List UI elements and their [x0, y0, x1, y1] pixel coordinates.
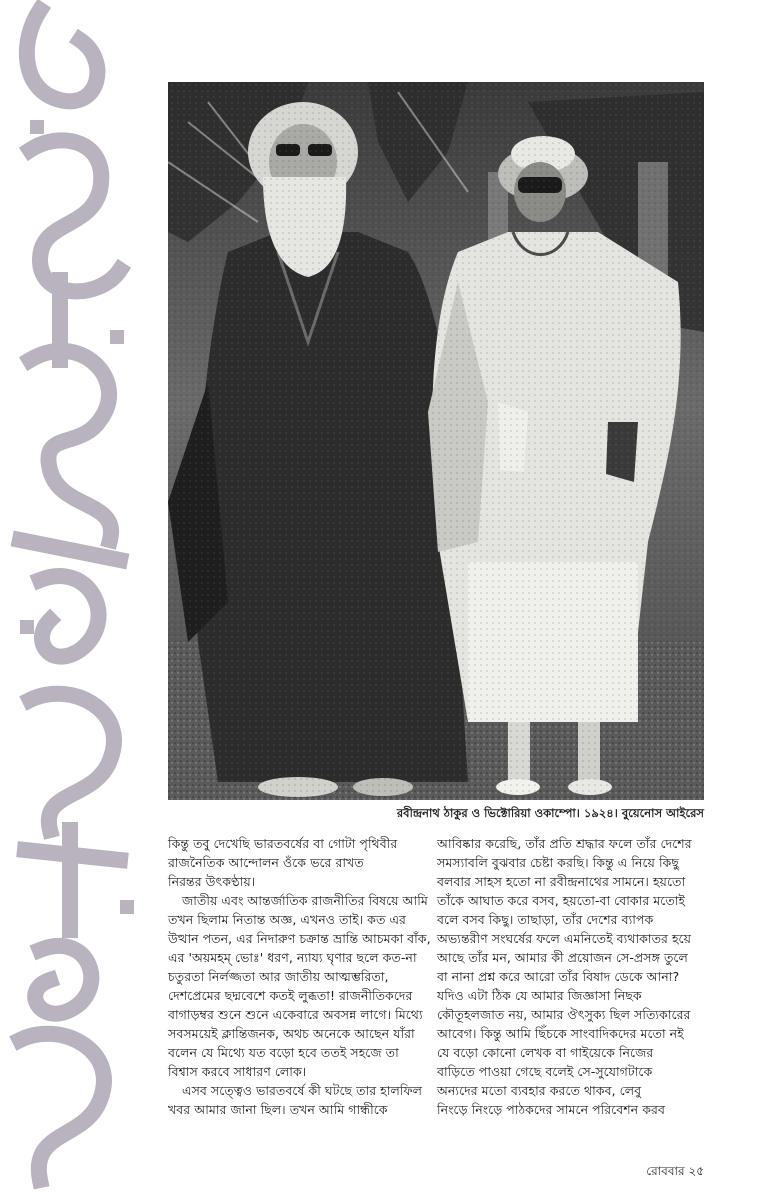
text-line: জাতীয় এবং আন্তর্জাতিক রাজনীতির বিষয়ে আমি	[182, 893, 428, 908]
text-line: কৌতূহলজাত নয়, আমার ঔৎসুক্য ছিল সত্যিকারের	[437, 1007, 691, 1022]
text-line: বলে বসব কিছু। তাছাড়া, তাঁর দেশের ব্যাপক	[437, 912, 654, 927]
text-line: বলেন যে মিথ্যে যত বড়ো হবে ততই সহজে তা	[168, 1045, 399, 1060]
text-line: বাগাড়ম্বর শুনে শুনে একেবারে অবসন্ন লাগে। মিথ্যে	[168, 1007, 423, 1022]
text-line: চতুরতা নির্লজ্জতা আর জাতীয় আত্মম্ভরিতা,	[168, 969, 389, 984]
text-line: খবর আমার জানা ছিল। তখন আমি গান্ধীকে	[168, 1102, 388, 1117]
text-column-left	[168, 834, 434, 1119]
text-line: সমস্যাবলি বুঝবার চেষ্টা করছি। কিন্তু এ নিয়ে কিছু	[437, 855, 679, 870]
text-line: আছে তাঁর মন, আমার কী প্রয়োজন সে-প্রসঙ্গ তুলে	[437, 950, 688, 965]
text-line: বিশ্বাস করবে সাধারণ লোক।	[168, 1064, 307, 1079]
photo-caption: রবীন্দ্রনাথ ঠাকুর ও ভিক্টোরিয়া ওকাম্পো। ১৯২৪। বুয়েনোস আইরেস	[396, 806, 704, 820]
text-line: যদিও এটা ঠিক যে আমার জিজ্ঞাসা নিছক	[437, 988, 642, 1003]
page-folio: রোববার ২৫	[646, 1164, 704, 1178]
text-column-right	[437, 834, 705, 1119]
text-line: আবিষ্কার করেছি, তাঁর প্রতি শ্রদ্ধার ফলে তাঁর দেশের	[437, 836, 692, 851]
text-line: দেশপ্রেমের ছদ্মবেশে কতই লুব্ধতা! রাজনীতিকদের	[168, 988, 413, 1003]
side-calligraphy-decoration	[0, 0, 160, 1197]
text-line: যে বড়ো কোনো লেখক বা গাইয়েকে নিজের	[437, 1045, 654, 1060]
text-line: নিংড়ে নিংড়ে পাঠকদের সামনে পরিবেশন করব	[437, 1102, 665, 1117]
text-line: বলবার সাহস হতো না রবীন্দ্রনাথের সামনে। হয়তো	[437, 874, 686, 889]
text-line: এসব সত্ত্বেও ভারতবর্ষে কী ঘটছে তার হালফিল	[182, 1083, 423, 1098]
text-line: কিন্তু তবু দেখেছি ভারতবর্ষের বা গোটা পৃথিবীর	[168, 836, 398, 851]
text-line: আবেগ। কিন্তু আমি ছিঁচকে সাংবাদিকদের মতো নই	[437, 1026, 684, 1041]
text-line: উত্থান পতন, এর নিদারুণ চক্রান্ত ভ্রান্তি আচমকা বাঁক,	[168, 931, 431, 946]
historical-photograph	[168, 82, 704, 800]
text-line: তখন ছিলাম নিতান্ত অজ্ঞ, এখনও তাই। কত এর	[168, 912, 406, 927]
text-line: তাঁকে আঘাত করে বসব, হয়তো-বা বোকার মতোই	[437, 893, 685, 908]
text-line: অন্যদের মতো ব্যবহার করতে থাকব, লেবু	[437, 1083, 642, 1098]
text-line: বা নানা প্রশ্ন করে আরো তাঁর বিষাদ ডেকে আনা?	[437, 969, 680, 984]
text-line: নিরন্তর উৎকণ্ঠায়।	[168, 874, 256, 889]
text-line: বাড়িতে পাওয়া গেছে বলেই সে-সুযোগটাকে	[437, 1064, 653, 1079]
text-line: রাজনৈতিক আন্দোলন ওঁকে ভরে রাখত	[168, 855, 364, 870]
text-line: অভ্যন্তরীণ সংঘর্ষের ফলে এমনিতেই ব্যথাকাতর হয়ে	[437, 931, 692, 946]
text-line: সবসময়েই ক্লান্তিজনক, অথচ অনেকে আছেন যাঁরা	[168, 1026, 415, 1041]
text-line: এর 'অয়মহম্‌ ভোঃ' ধরণ, ন্যায্য ঘৃণার ছলে কত-না	[168, 950, 417, 965]
